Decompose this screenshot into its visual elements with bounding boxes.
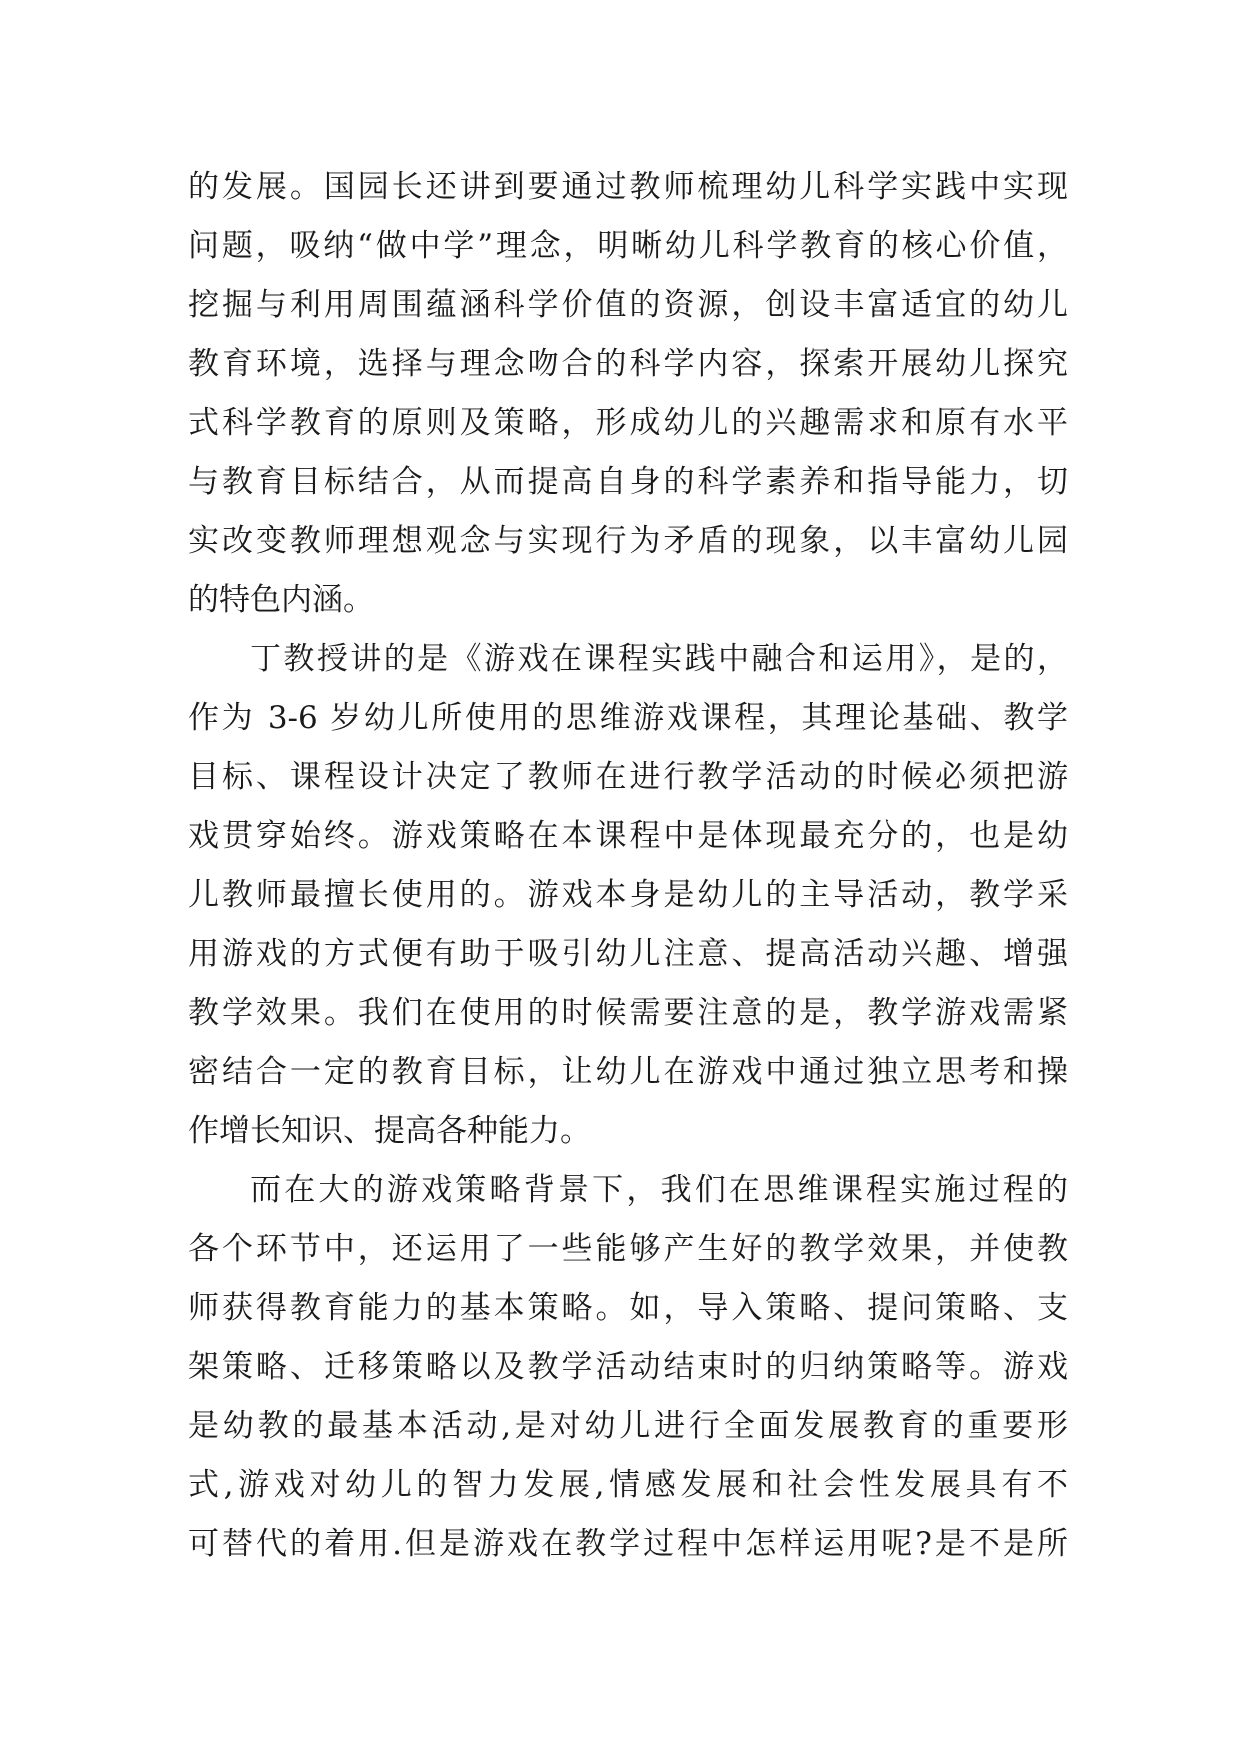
text-line: 教学效果。我们在使用的时候需要注意的是，教学游戏需紧 [188, 995, 1068, 1031]
body-text [188, 158, 1068, 1574]
paragraph-2 [188, 630, 1068, 1161]
paragraph-3 [188, 1161, 1068, 1574]
text-line: 式科学教育的原则及策略，形成幼儿的兴趣需求和原有水平 [188, 405, 1068, 441]
text-line: 的特色内涵。 [188, 582, 374, 618]
text-line: 儿教师最擅长使用的。游戏本身是幼儿的主导活动，教学采 [188, 877, 1068, 913]
text-line: 戏贯穿始终。游戏策略在本课程中是体现最充分的，也是幼 [188, 818, 1068, 854]
text-line: 式,游戏对幼儿的智力发展,情感发展和社会性发展具有不 [188, 1467, 1068, 1503]
text-line: 各个环节中，还运用了一些能够产生好的教学效果，并使教 [188, 1231, 1068, 1267]
text-line: 是幼教的最基本活动,是对幼儿进行全面发展教育的重要形 [188, 1408, 1068, 1444]
text-line: 实改变教师理想观念与实现行为矛盾的现象，以丰富幼儿园 [188, 523, 1068, 559]
text-line: 用游戏的方式便有助于吸引幼儿注意、提高活动兴趣、增强 [188, 936, 1068, 972]
text-line: 师获得教育能力的基本策略。如，导入策略、提问策略、支 [188, 1290, 1068, 1326]
text-line: 目标、课程设计决定了教师在进行教学活动的时候必须把游 [188, 759, 1068, 795]
text-line: 问题，吸纳“做中学”理念，明晰幼儿科学教育的核心价值， [188, 228, 1068, 264]
text-line: 而在大的游戏策略背景下，我们在思维课程实施过程的 [250, 1172, 1068, 1208]
paragraph-1 [188, 158, 1068, 630]
text-line: 的发展。国园长还讲到要通过教师梳理幼儿科学实践中实现 [188, 169, 1068, 205]
text-line: 丁教授讲的是《游戏在课程实践中融合和运用》，是的， [250, 641, 1068, 677]
text-line: 可替代的着用.但是游戏在教学过程中怎样运用呢?是不是所 [188, 1526, 1068, 1562]
text-line: 架策略、迁移策略以及教学活动结束时的归纳策略等。游戏 [188, 1349, 1068, 1385]
text-line: 作增长知识、提高各种能力。 [188, 1113, 591, 1149]
text-line: 教育环境，选择与理念吻合的科学内容，探索开展幼儿探究 [188, 346, 1068, 382]
text-line: 挖掘与利用周围蕴涵科学价值的资源，创设丰富适宜的幼儿 [188, 287, 1068, 323]
text-line: 密结合一定的教育目标，让幼儿在游戏中通过独立思考和操 [188, 1054, 1068, 1090]
text-line: 作为 3-6 岁幼儿所使用的思维游戏课程，其理论基础、教学 [188, 700, 1068, 736]
text-line: 与教育目标结合，从而提高自身的科学素养和指导能力，切 [188, 464, 1068, 500]
